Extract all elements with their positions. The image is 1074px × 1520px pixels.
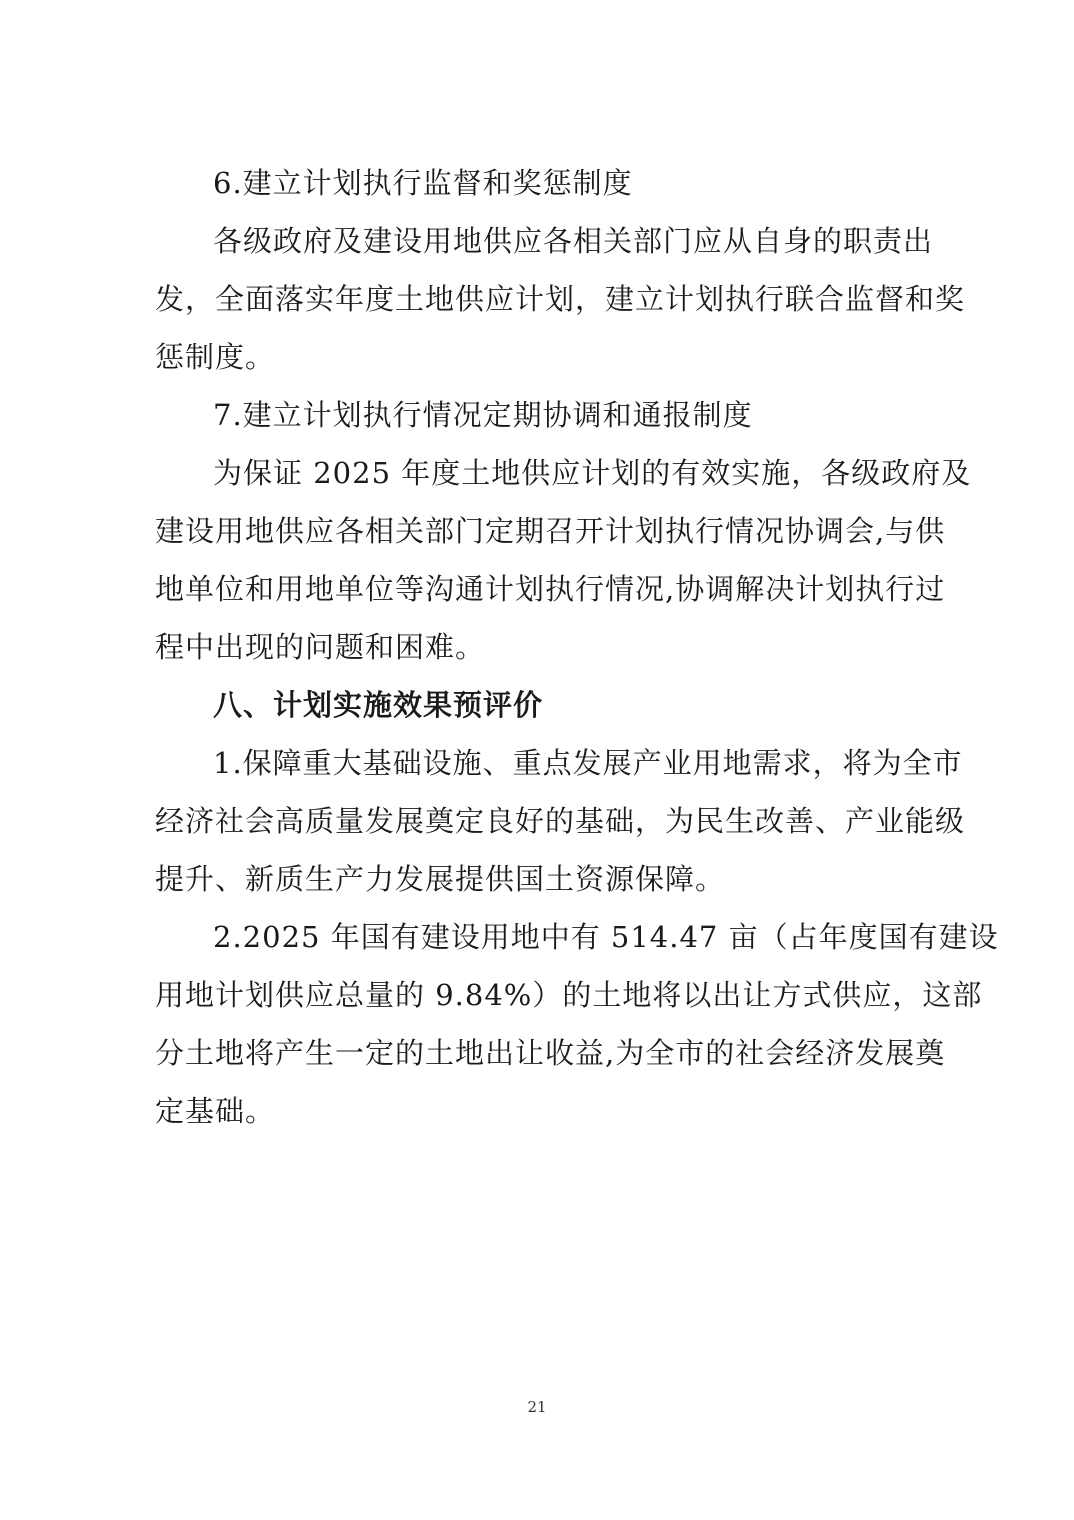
line-14: 2.2025 年国有建设用地中有 514.47 亩（占年度国有建设	[213, 920, 999, 954]
line-16: 分土地将产生一定的土地出让收益,为全市的社会经济发展奠	[155, 1036, 946, 1070]
line-15: 用地计划供应总量的 9.84%）的土地将以出让方式供应，这部	[155, 978, 983, 1012]
line-6: 为保证 2025 年度土地供应计划的有效实施，各级政府及	[213, 456, 972, 490]
line-4: 惩制度。	[155, 340, 276, 374]
document-body	[155, 154, 999, 1140]
line-2: 各级政府及建设用地供应各相关部门应从自身的职责出	[213, 224, 934, 258]
section-heading: 八、计划实施效果预评价	[213, 688, 544, 722]
line-17: 定基础。	[155, 1094, 276, 1128]
line-7: 建设用地供应各相关部门定期召开计划执行情况协调会,与供	[155, 514, 946, 548]
line-8: 地单位和用地单位等沟通计划执行情况,协调解决计划执行过	[155, 572, 946, 606]
page-number: 21	[527, 1398, 547, 1416]
line-12: 经济社会高质量发展奠定良好的基础，为民生改善、产业能级	[155, 804, 966, 838]
line-5: 7.建立计划执行情况定期协调和通报制度	[213, 398, 753, 432]
line-13: 提升、新质生产力发展提供国土资源保障。	[155, 862, 726, 896]
line-3: 发，全面落实年度土地供应计划，建立计划执行联合监督和奖	[155, 282, 966, 316]
line-11: 1.保障重大基础设施、重点发展产业用地需求，将为全市	[213, 746, 963, 780]
line-9: 程中出现的问题和困难。	[155, 630, 486, 664]
line-1: 6.建立计划执行监督和奖惩制度	[213, 166, 633, 200]
